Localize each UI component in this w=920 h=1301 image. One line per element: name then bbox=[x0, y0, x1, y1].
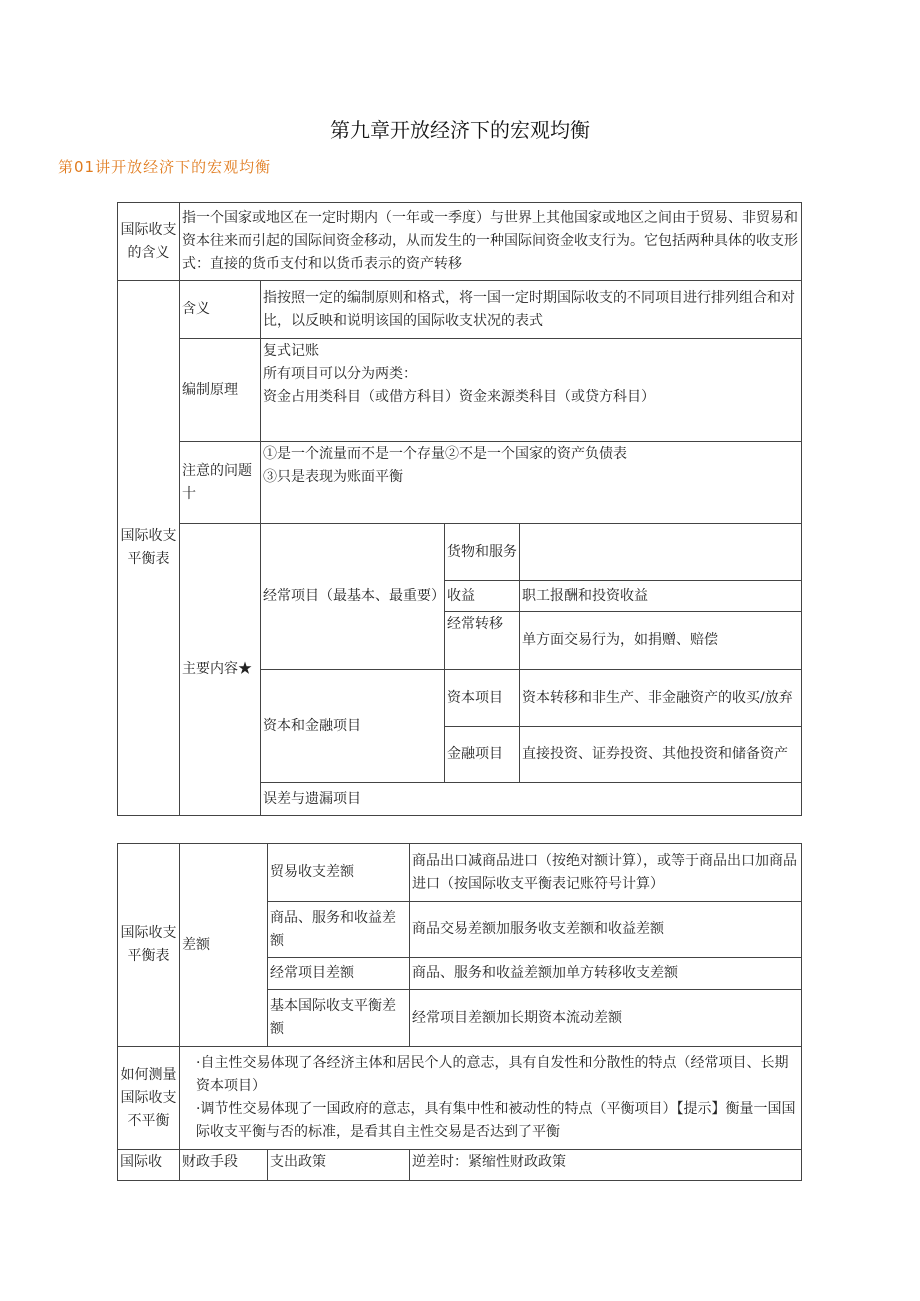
balance-item-name: 商品、服务和收益差额 bbox=[268, 902, 410, 958]
current-account-label: 经常项目（最基本、最重要） bbox=[261, 524, 445, 670]
balance-label: 差额 bbox=[180, 844, 268, 1047]
current-item-desc: 单方面交易行为，如捐赠、赔偿 bbox=[520, 612, 802, 670]
principle-text bbox=[261, 339, 802, 442]
balance-item-name: 基本国际收支平衡差额 bbox=[268, 990, 410, 1047]
bop-statement-label-2: 国际收支平衡表 bbox=[118, 844, 180, 1047]
errors-omissions: 误差与遗漏项目 bbox=[261, 783, 802, 816]
fiscal-means: 财政手段 bbox=[180, 1150, 268, 1181]
main-content-label: 主要内容★ bbox=[180, 524, 261, 816]
statement-meaning-text: 指按照一定的编制原则和格式，将一国一定时期国际收支的不同项目进行排列组合和对比，以反映和说明该国的国际收支状况的表式 bbox=[261, 281, 802, 339]
balance-item-desc: 商品出口减商品进口（按绝对额计算），或等于商品出口加商品进口（按国际收支平衡表记账符号计算） bbox=[410, 844, 802, 902]
notes-line: ③只是表现为账面平衡 bbox=[263, 469, 403, 485]
principle-label: 编制原理 bbox=[180, 339, 261, 442]
balance-item-name: 经常项目差额 bbox=[268, 958, 410, 990]
bop-meaning-label: 国际收支的含义 bbox=[118, 203, 180, 281]
current-item-name: 经常转移 bbox=[445, 612, 520, 670]
bop-table-1 bbox=[117, 202, 802, 816]
balance-item-name: 贸易收支差额 bbox=[268, 844, 410, 902]
bop-table-2 bbox=[117, 843, 802, 1181]
bop-statement-label: 国际收支平衡表 bbox=[118, 281, 180, 816]
balance-item-desc: 商品交易差额加服务收支差额和收益差额 bbox=[410, 902, 802, 958]
accommodating-transaction-note: ·调节性交易体现了一国政府的意志，具有集中性和被动性的特点（平衡项目）【提示】衡量一国国际收支平衡与否的标准，是看其自主性交易是否达到了平衡 bbox=[196, 1101, 796, 1140]
capital-item-name: 金融项目 bbox=[445, 727, 520, 783]
measure-label: 如何测量国际收支不平衡 bbox=[118, 1047, 180, 1150]
current-item-desc bbox=[520, 524, 802, 581]
deficit-policy: 逆差时：紧缩性财政政策 bbox=[410, 1150, 802, 1181]
balance-item-desc: 经常项目差额加长期资本流动差额 bbox=[410, 990, 802, 1047]
document-title: 第九章开放经济下的宏观均衡 bbox=[330, 118, 590, 142]
current-item-desc: 职工报酬和投资收益 bbox=[520, 581, 802, 612]
current-item-name: 收益 bbox=[445, 581, 520, 612]
policy-row-label: 国际收 bbox=[118, 1150, 180, 1181]
principle-line: 复式记账 bbox=[263, 343, 319, 359]
expenditure-policy: 支出政策 bbox=[268, 1150, 410, 1181]
principle-line: 资金占用类科目（或借方科目）资金来源类科目（或贷方科目） bbox=[263, 389, 655, 405]
notes-label: 注意的问题十 bbox=[180, 442, 261, 524]
measure-text bbox=[180, 1047, 802, 1150]
autonomous-transaction-note: ·自主性交易体现了各经济主体和居民个人的意志，具有自发性和分散性的特点（经常项目、长期资本项目） bbox=[196, 1055, 789, 1094]
principle-line: 所有项目可以分为两类： bbox=[263, 366, 417, 382]
balance-item-desc: 商品、服务和收益差额加单方转移收支差额 bbox=[410, 958, 802, 990]
section-subtitle: 第01讲开放经济下的宏观均衡 bbox=[58, 158, 272, 176]
current-item-name: 货物和服务 bbox=[445, 524, 520, 581]
notes-text bbox=[261, 442, 802, 524]
statement-meaning-label: 含义 bbox=[180, 281, 261, 339]
capital-item-desc: 直接投资、证券投资、其他投资和储备资产 bbox=[520, 727, 802, 783]
bop-meaning-text: 指一个国家或地区在一定时期内（一年或一季度）与世界上其他国家或地区之间由于贸易、非贸易和资本往来而引起的国际间资金移动，从而发生的一种国际间资金收支行为。它包括两种具体的收支形式：直接的货币支付和以货币表示的资产转移 bbox=[180, 203, 802, 281]
capital-item-name: 资本项目 bbox=[445, 670, 520, 727]
capital-account-label: 资本和金融项目 bbox=[261, 670, 445, 783]
capital-item-desc: 资本转移和非生产、非金融资产的收买/放弃 bbox=[520, 670, 802, 727]
notes-line: ①是一个流量而不是一个存量②不是一个国家的资产负债表 bbox=[263, 446, 627, 462]
